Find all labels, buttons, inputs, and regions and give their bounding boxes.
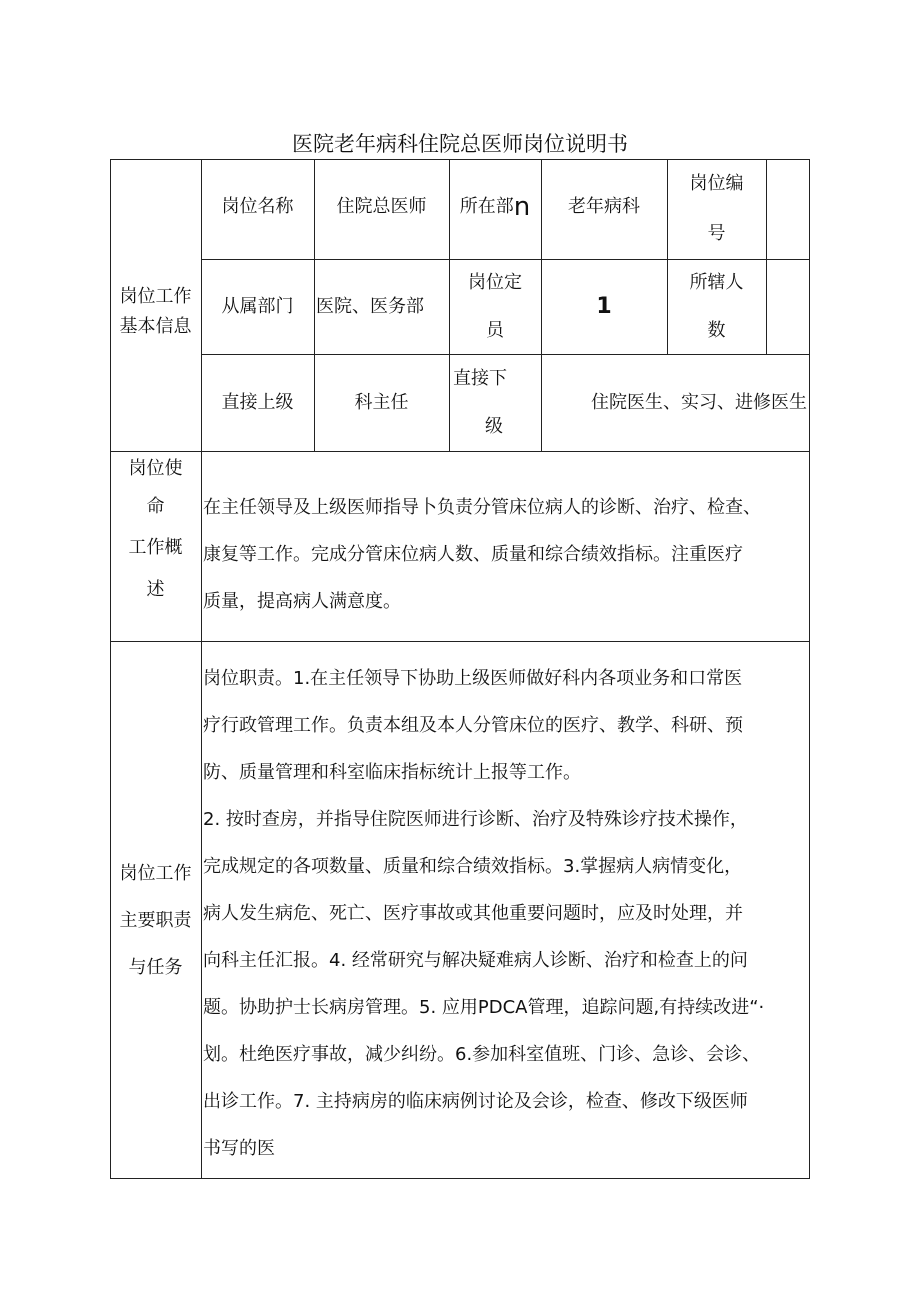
department-label-text: 所在部: [459, 196, 514, 217]
duties-text-line-3: 防、质量管理和科室临床指标统计上报等工作。: [203, 762, 581, 783]
department-label: [449, 159, 541, 259]
duties-label-line-3: 与任务: [128, 956, 183, 978]
duties-text-line-9: 划。杜绝医疗事故，减少纠纷。6.参加科室值班、门诊、急诊、会诊、: [203, 1044, 761, 1065]
mission-label-line-2: 命: [146, 496, 165, 517]
basic-info-label-line-1: 岗位工作: [119, 286, 192, 307]
post-name-value: 住院总医师: [336, 196, 427, 217]
post-code-label: [667, 159, 766, 259]
duties-text-line-7: 向科主任汇报。4. 经常研究与解决疑难病人诊断、治疗和检查上的问: [203, 950, 748, 971]
post-code-label-line-2: 号: [707, 223, 726, 244]
post-quota-label: [449, 259, 541, 354]
mission-label-line-4: 述: [146, 579, 165, 600]
duties-text-line-8: 题。协助护士长病房管理。5. 应用PDCA管理，追踪问题,有持续改进“·: [203, 997, 765, 1018]
grid-line-mission-bottom: [110, 641, 810, 642]
duties-text-line-10: 出诊工作。7. 主持病房的临床病例讨论及会诊，检查、修改下级医师: [203, 1091, 748, 1112]
post-code-value: [766, 159, 809, 259]
direct-subordinate-label: [449, 354, 541, 451]
duties-text-line-4: 2. 按时查房，并指导住院医师进行诊断、治疗及特殊诊疗技术操作，: [203, 809, 748, 830]
basic-info-label: [110, 272, 201, 352]
duties-text-line-2: 疗行政管理工作。负责本组及本人分管床位的医疗、教学、科研、预: [203, 715, 743, 736]
subordinates-count-label: [667, 259, 766, 354]
post-quota-value: 1: [596, 293, 612, 319]
grid-line-right: [809, 159, 810, 1179]
mission-label-line-3: 工作概: [128, 537, 183, 558]
duties-text-line-5: 完成规定的各项数量、质量和综合绩效指标。3.掌握病人病情变化，: [203, 856, 743, 877]
mission-text-line-2: 康复等工作。完成分管床位病人数、质量和综合绩效指标。注重医疗: [203, 544, 743, 565]
duties-label-line-1: 岗位工作: [119, 862, 192, 884]
department-value: 老年病科: [568, 196, 640, 217]
post-quota-label-line-2: 员: [486, 319, 504, 341]
mission-label: [110, 455, 201, 641]
subordinates-count-label-line-2: 数: [707, 319, 726, 341]
grid-line-bottom: [110, 1178, 810, 1179]
subordinates-count-label-line-1: 所辖人: [689, 271, 744, 293]
duties-label: [110, 850, 201, 990]
department-label-glyph: n: [513, 192, 531, 222]
duties-text: [203, 655, 809, 1175]
post-code-label-line-1: 岗位编: [689, 173, 744, 194]
basic-info-label-line-2: 基本信息: [119, 316, 192, 337]
duties-text-line-6: 病人发生病危、死亡、医疗事故或其他重要问题时，应及时处理，并: [203, 903, 743, 924]
post-quota-label-line-1: 岗位定: [468, 271, 522, 293]
direct-superior-label: 直接上级: [221, 391, 294, 413]
subordinates-count-value: [766, 259, 809, 354]
duties-text-line-1: 岗位职责。1.在主任领导下协助上级医师做好科内各项业务和口常医: [203, 668, 743, 689]
grid-line-basic-bottom: [110, 451, 810, 452]
duties-text-line-11: 书写的医: [203, 1138, 275, 1159]
mission-label-line-1: 岗位使: [128, 458, 183, 479]
direct-subordinate-value: 住院医生、实习、进修医生: [591, 391, 807, 413]
mission-text-line-3: 质量，提高病人满意度。: [203, 591, 401, 612]
direct-subordinate-label-line-2: 级: [485, 415, 503, 437]
document-title: 医院老年病科住院总医师岗位说明书: [292, 132, 628, 156]
affiliation-label: 从属部门: [221, 295, 294, 317]
affiliation-value: 医院、医务部: [316, 295, 424, 317]
direct-superior-value: 科主任: [354, 391, 409, 413]
mission-text: [203, 484, 809, 634]
mission-text-line-1: 在主任领导及上级医师指导卜负责分管床位病人的诊断、治疗、检查、: [203, 497, 761, 518]
direct-subordinate-label-line-1: 直接下: [453, 367, 507, 389]
post-name-label: 岗位名称: [221, 196, 294, 217]
duties-label-line-2: 主要职责: [119, 909, 192, 931]
